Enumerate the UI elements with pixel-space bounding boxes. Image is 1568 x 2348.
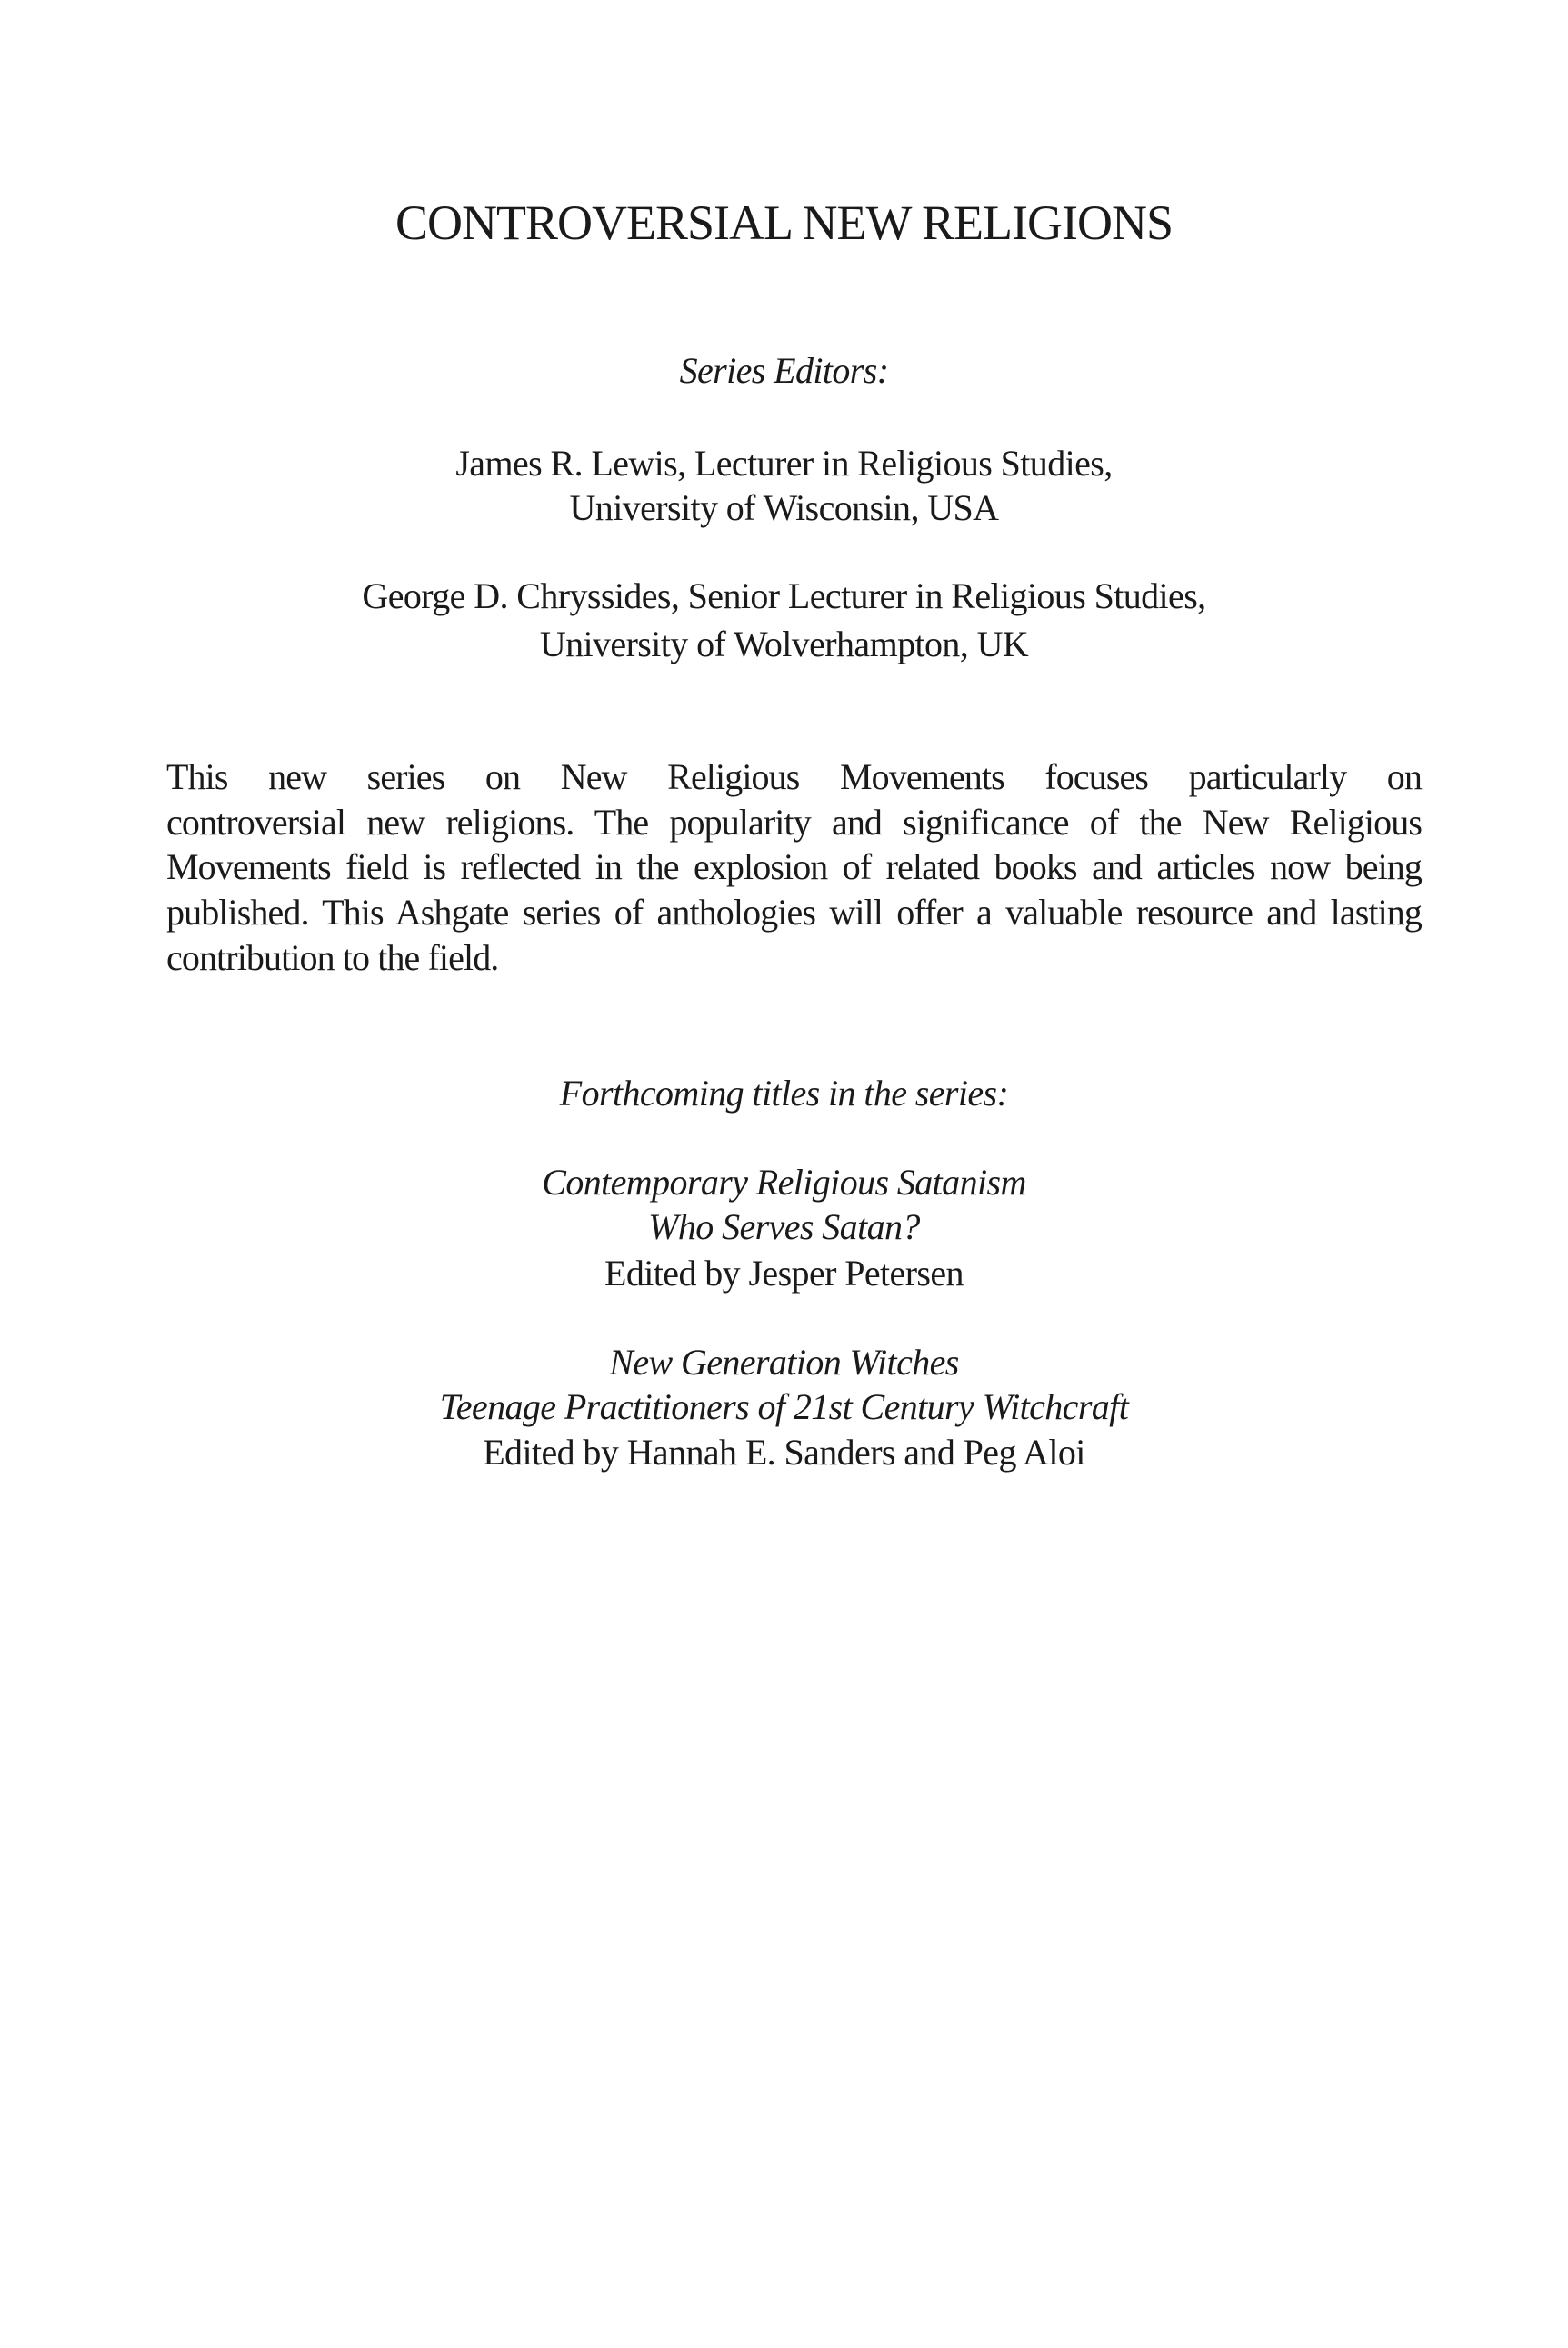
book-1-subtitle: Who Serves Satan? bbox=[648, 1206, 920, 1247]
editor-1-name: James R. Lewis, Lecturer in Religious Studies, bbox=[455, 443, 1113, 484]
description-line: Movements field is reflected in the explosion of related books and articles now being bbox=[166, 846, 1422, 888]
book-1-editors: Edited by Jesper Petersen bbox=[604, 1253, 964, 1294]
description-line: contribution to the field. bbox=[166, 936, 499, 978]
editor-1-affiliation: University of Wisconsin, USA bbox=[569, 487, 999, 528]
page-title: CONTROVERSIAL NEW RELIGIONS bbox=[395, 195, 1173, 250]
book-2-title: New Generation Witches bbox=[609, 1342, 959, 1383]
editor-2-name: George D. Chryssides, Senior Lecturer in Religious Studies, bbox=[362, 575, 1206, 616]
description-line: published. This Ashgate series of anthologies will offer a valuable resource and lasting bbox=[166, 892, 1422, 934]
series-editors-heading: Series Editors: bbox=[679, 350, 889, 391]
book-2-subtitle: Teenage Practitioners of 21st Century Witchcraft bbox=[439, 1386, 1129, 1427]
forthcoming-heading: Forthcoming titles in the series: bbox=[559, 1073, 1009, 1114]
description-line: controversial new religions. The popularity and significance of the New Religious bbox=[166, 801, 1422, 843]
book-1-title: Contemporary Religious Satanism bbox=[542, 1162, 1026, 1203]
series-description bbox=[166, 754, 1422, 980]
description-line: This new series on New Religious Movements focuses particularly on bbox=[166, 756, 1422, 797]
book-2-editors: Edited by Hannah E. Sanders and Peg Aloi bbox=[483, 1432, 1085, 1473]
editor-2-affiliation: University of Wolverhampton, UK bbox=[539, 624, 1029, 664]
